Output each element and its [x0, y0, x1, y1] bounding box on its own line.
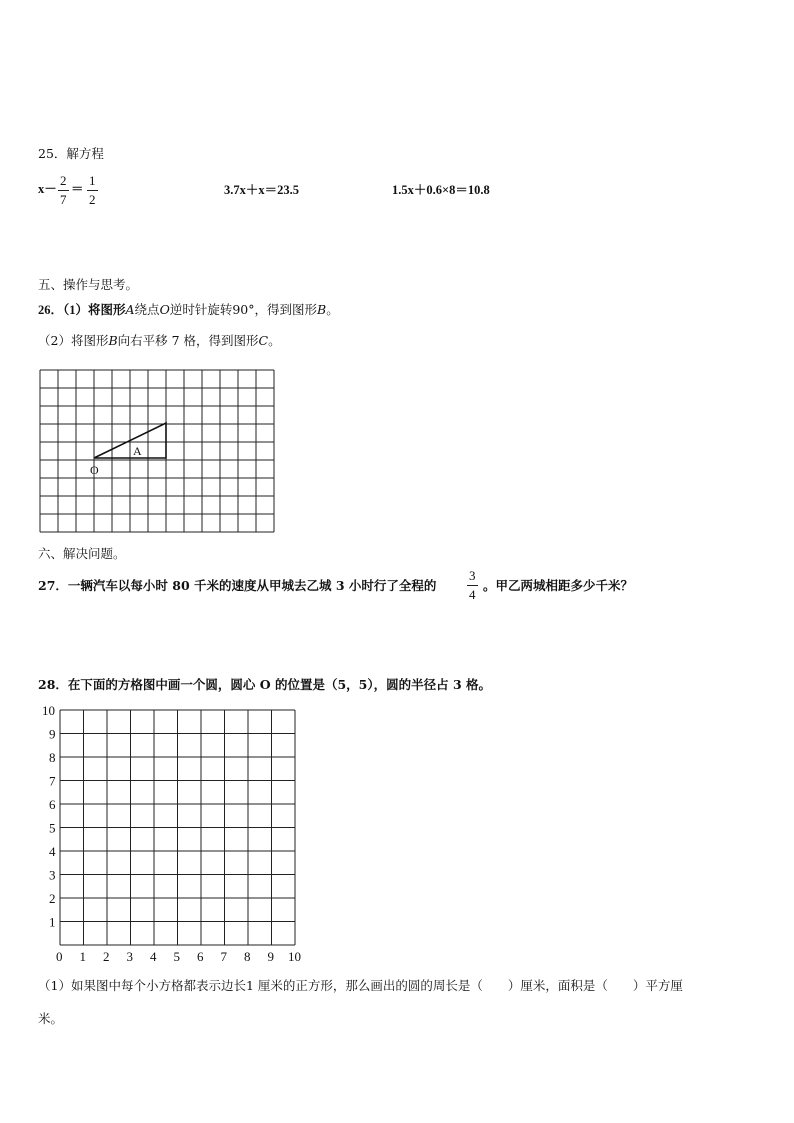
y-tick-label: 3 [49, 867, 56, 883]
q26-grid [38, 368, 278, 534]
x-tick-label: 10 [288, 949, 301, 962]
x-tick-label: 7 [220, 949, 227, 962]
y-tick-label: 8 [49, 750, 56, 765]
q28-sub1-line-1: （1）如果图中每个小方格都表示边长1 厘米的正方形，那么画出的圆的周长是（ ）厘米，面积是（ ）平方厘 [38, 978, 683, 993]
section-5-heading: 五、操作与思考。 [38, 277, 139, 292]
q25-title: 25．解方程 [38, 146, 104, 161]
x-tick-label: 3 [126, 949, 133, 962]
y-tick-label: 10 [42, 703, 55, 718]
shape-a-label: A [133, 444, 142, 458]
y-tick-label: 9 [49, 726, 56, 742]
eq1-lhs: x－ [38, 182, 57, 196]
q28-title: 28．在下面的方格图中画一个圆，圆心 O 的位置是（5，5），圆的半径占 3 格。 [38, 677, 492, 692]
y-tick-label: 2 [49, 891, 56, 906]
point-o-label: O [90, 463, 99, 477]
q28-sub1-line-2: 米。 [38, 1011, 64, 1026]
y-tick-label: 1 [49, 914, 56, 930]
q26-line-2: （2）将图形B向右平移 7 格，得到图形C。 [38, 333, 281, 348]
eq1-fraction-left: 2 7 [60, 173, 67, 207]
y-tick-label: 6 [49, 797, 56, 812]
x-tick-label: 4 [150, 949, 157, 962]
q27-fraction: 3 4 [469, 568, 476, 602]
y-tick-label: 4 [49, 844, 56, 859]
x-tick-label: 8 [244, 949, 251, 962]
q25-equation-3: 1.5x＋0.6×8＝10.8 [392, 183, 490, 197]
section-6-heading: 六、解决问题。 [38, 546, 126, 561]
q27-text-pre: 27．一辆汽车以每小时 80 千米的速度从甲城去乙城 3 小时行了全程的 [38, 578, 437, 593]
x-tick-label: 9 [267, 949, 274, 962]
eq1-fraction-right: 1 2 [89, 173, 96, 207]
q28-coordinate-grid [38, 702, 318, 962]
x-tick-label: 6 [197, 949, 204, 962]
y-tick-label: 5 [49, 820, 56, 836]
x-tick-label: 5 [173, 949, 180, 962]
q27-text-post: 。甲乙两城相距多少千米？ [483, 578, 634, 593]
x-tick-label: 1 [79, 949, 86, 962]
x-tick-label: 0 [56, 949, 63, 962]
eq1-equals: ＝ [71, 182, 84, 196]
q26-line-1: 26．（1）将图形A绕点O逆时针旋转90°，得到图形B。 [38, 302, 339, 317]
y-tick-label: 7 [49, 773, 56, 789]
q25-equation-2: 3.7x＋x＝23.5 [224, 183, 300, 197]
x-tick-label: 2 [103, 949, 110, 962]
